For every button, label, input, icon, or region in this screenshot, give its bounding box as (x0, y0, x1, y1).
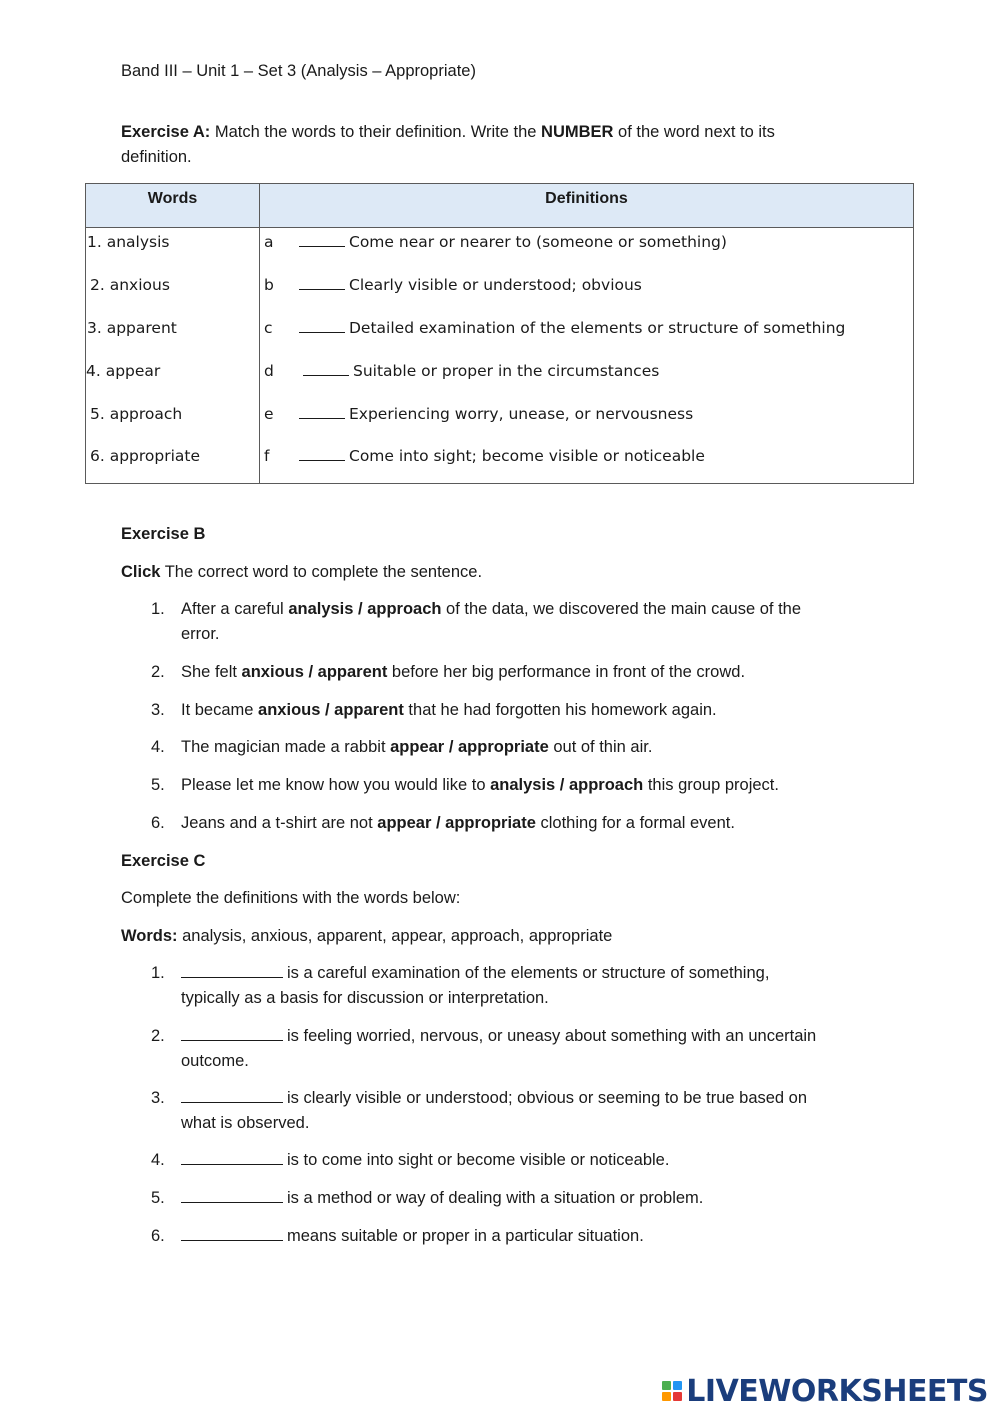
answer-blank[interactable] (181, 1148, 283, 1165)
table-row-letter: e (264, 405, 274, 423)
answer-blank[interactable] (181, 961, 283, 978)
table-row-word: 5. approach (90, 405, 183, 423)
exercise-c-instructions: Complete the definitions with the words below: (121, 889, 461, 907)
list-item: It became anxious / apparent that he had forgotten his homework again. (181, 701, 717, 719)
list-item-number: 4. (151, 738, 165, 756)
word-choice[interactable]: anxious / apparent (258, 701, 404, 719)
liveworksheets-logo[interactable] (662, 1374, 988, 1408)
answer-blank[interactable] (299, 404, 345, 419)
table-row-word: 6. appropriate (90, 447, 201, 465)
exercise-c-word-bank: Words: analysis, anxious, apparent, appear, approach, appropriate (121, 927, 613, 945)
list-item-number: 3. (151, 1089, 165, 1107)
exercise-b-instructions: Click The correct word to complete the sentence. (121, 563, 483, 581)
table-row-letter: a (264, 233, 274, 251)
exercise-a-instructions: Exercise A: Match the words to their definition. Write the NUMBER of the word next to its (121, 123, 775, 141)
logo-text: LIVEWORKSHEETS (686, 1373, 988, 1409)
answer-blank[interactable] (181, 1024, 283, 1041)
list-item: Please let me know how you would like to analysis / approach this group project. (181, 776, 779, 794)
list-item-number: 5. (151, 776, 165, 794)
exercise-b-title: Exercise B (121, 525, 206, 543)
exercise-a-label: Exercise A: (121, 123, 211, 141)
answer-blank[interactable] (299, 446, 345, 461)
list-item-number: 4. (151, 1151, 165, 1169)
table-row-definition: Experiencing worry, unease, or nervousness (299, 404, 693, 424)
list-item: is feeling worried, nervous, or uneasy about something with an uncertain outcome. (181, 1024, 871, 1074)
list-item: Jeans and a t-shirt are not appear / appropriate clothing for a formal event. (181, 814, 735, 832)
table-row-definition: Come into sight; become visible or noticeable (299, 446, 705, 466)
exercise-a-instructions-cont: definition. (121, 148, 192, 166)
list-item: is to come into sight or become visible or noticeable. (181, 1148, 871, 1173)
answer-blank[interactable] (299, 275, 345, 290)
list-item-number: 3. (151, 701, 165, 719)
list-item: means suitable or proper in a particular situation. (181, 1224, 871, 1249)
page-title: Band III – Unit 1 – Set 3 (Analysis – Appropriate) (121, 62, 476, 80)
list-item: After a careful analysis / approach of the data, we discovered the main cause of the error. (181, 600, 802, 643)
answer-blank[interactable] (181, 1086, 283, 1103)
list-item-number: 6. (151, 814, 165, 832)
table-row-definition: Suitable or proper in the circumstances (303, 361, 659, 381)
table-row-word: 1. analysis (87, 233, 170, 251)
exercise-c-title: Exercise C (121, 852, 206, 870)
list-item: The magician made a rabbit appear / appropriate out of thin air. (181, 738, 653, 756)
word-choice[interactable]: appear / appropriate (377, 814, 536, 832)
table-row-definition: Detailed examination of the elements or structure of something (299, 318, 845, 338)
answer-blank[interactable] (303, 361, 349, 376)
list-item-number: 1. (151, 600, 165, 618)
liveworksheets-logo-icon (662, 1381, 682, 1401)
list-item-number: 2. (151, 1027, 165, 1045)
answer-blank[interactable] (299, 232, 345, 247)
table-row-letter: f (264, 447, 270, 465)
table-row-letter: d (264, 362, 274, 380)
table-row-word: 2. anxious (90, 276, 170, 294)
column-divider (259, 184, 260, 483)
list-item-number: 6. (151, 1227, 165, 1245)
list-item: is clearly visible or understood; obvious or seeming to be true based on what is observed. (181, 1086, 871, 1136)
word-choice[interactable]: analysis / approach (288, 600, 442, 618)
table-row-definition: Come near or nearer to (someone or something) (299, 232, 727, 252)
table-row-word: 4. appear (86, 362, 161, 380)
list-item: She felt anxious / apparent before her big performance in front of the crowd. (181, 663, 746, 681)
word-choice[interactable]: anxious / apparent (241, 663, 388, 681)
list-item-number: 2. (151, 663, 165, 681)
table-row-letter: c (264, 319, 273, 337)
list-item: is a careful examination of the elements or structure of something, typically as a basis for discussion or interpretation. (181, 961, 871, 1011)
table-row-letter: b (264, 276, 274, 294)
answer-blank[interactable] (299, 318, 345, 333)
matching-table (85, 183, 914, 484)
list-item-number: 5. (151, 1189, 165, 1207)
table-row-definition: Clearly visible or understood; obvious (299, 275, 642, 295)
word-choice[interactable]: appear / appropriate (390, 738, 549, 756)
list-item-number: 1. (151, 964, 165, 982)
table-row-word: 3. apparent (87, 319, 177, 337)
answer-blank[interactable] (181, 1224, 283, 1241)
answer-blank[interactable] (181, 1186, 283, 1203)
column-header-words: Words (147, 190, 198, 207)
column-header-definitions: Definitions (545, 190, 628, 207)
word-choice[interactable]: analysis / approach (490, 776, 644, 794)
list-item: is a method or way of dealing with a situation or problem. (181, 1186, 871, 1211)
